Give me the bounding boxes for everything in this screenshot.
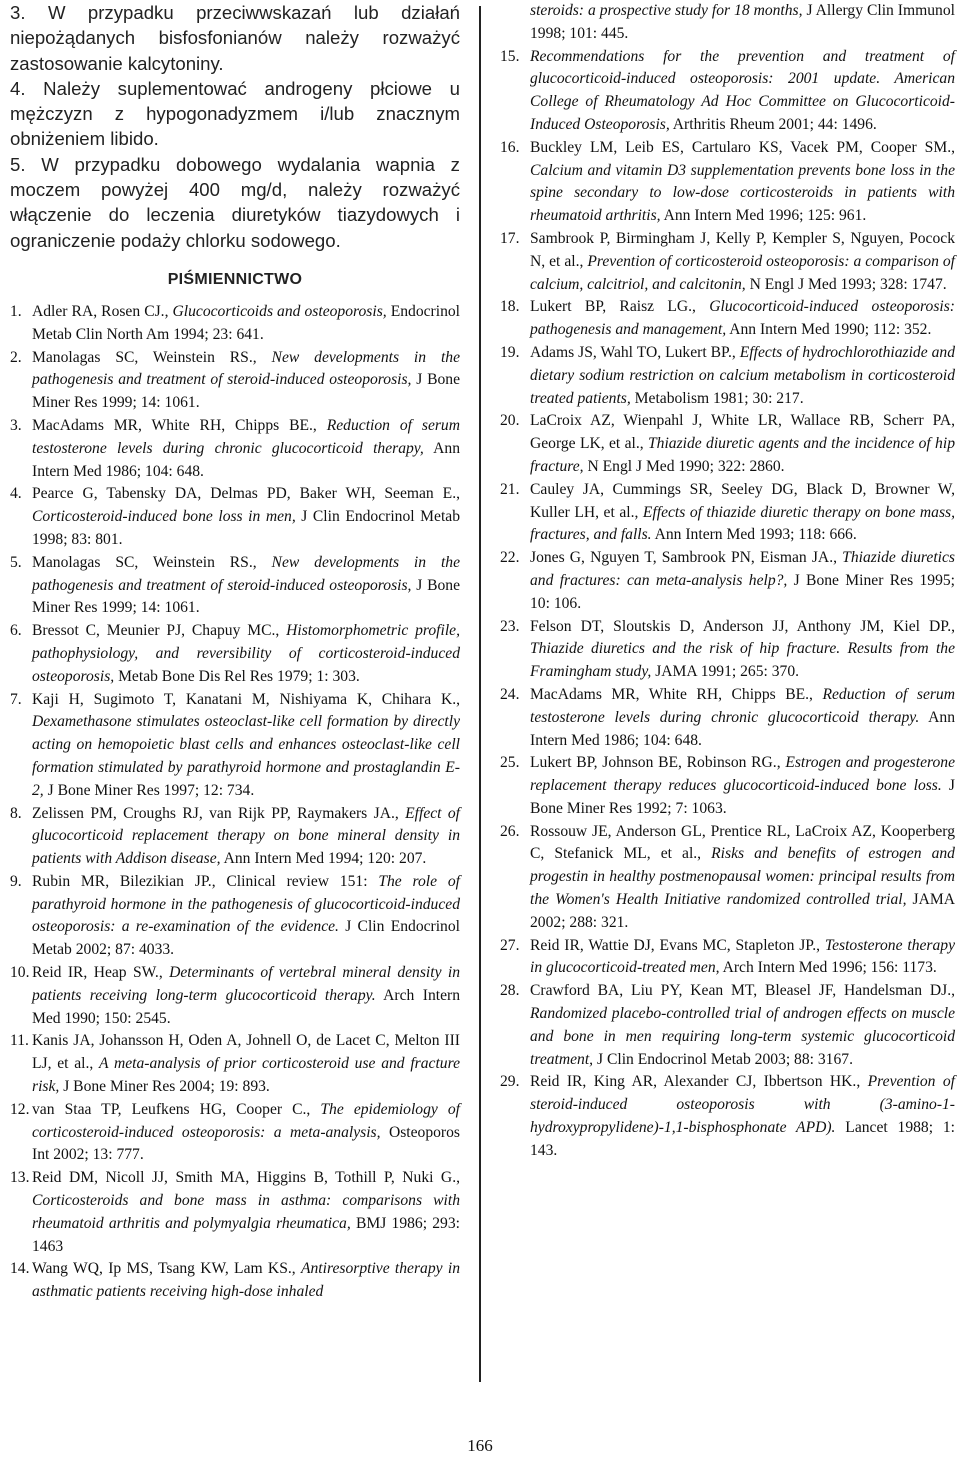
- reference-source: Metabolism 1981; 30: 217.: [630, 389, 804, 407]
- reference-authors: Sambrook P, Birmingham J, Kelly P, Kempler S, Nguyen, Pocock N, et al.,: [530, 229, 955, 270]
- reference-title: Effect of glucocorticoid replacement therapy on bone mineral density in patients with Addison disease,: [32, 804, 460, 868]
- reference-item: [500, 684, 955, 752]
- reference-authors: Bressot C, Meunier PJ, Chapuy MC.,: [32, 622, 287, 640]
- reference-item: [500, 821, 955, 935]
- reference-number: 14.: [10, 1260, 30, 1278]
- reference-title: Antiresorptive therapy in asthmatic patients receiving high-dose inhaled: [32, 1260, 461, 1301]
- reference-item: [10, 1258, 460, 1304]
- reference-title: Thiazide diuretics and fractures: can meta-analysis help?,: [530, 549, 955, 589]
- reference-authors: Lukert BP, Raisz LG.,: [530, 298, 710, 316]
- reference-title: Determinants of vertebral mineral density in patients receiving long-term glucocorticoid therapy.: [32, 964, 461, 1004]
- reference-number: 24.: [500, 685, 520, 703]
- references-list-right: [500, 0, 955, 1163]
- reference-number: 12.: [10, 1100, 30, 1118]
- reference-item: [500, 980, 955, 1071]
- reference-source: Endocrinol Metab Clin North Am 1994; 23: 641.: [32, 302, 461, 343]
- reference-title: Corticosteroid-induced bone loss in men,: [32, 508, 296, 526]
- reference-item: [10, 1099, 460, 1167]
- reference-number: 2.: [10, 348, 22, 366]
- reference-authors: Buckley LM, Leib ES, Cartularo KS, Vacek PM, Cooper SM.,: [530, 138, 955, 156]
- reference-title: A meta-analysis of prior corticosteroid use and fracture risk,: [32, 1055, 460, 1096]
- reference-item: [500, 228, 955, 296]
- reference-title: Histomorphometric profile, pathophysiology, and reversibility of corticosteroid-induced osteoporosis,: [32, 622, 460, 685]
- reference-authors: Rossouw JE, Anderson GL, Prentice RL, LaCroix AZ, Kooperberg C, Stefanick ML, et al.,: [530, 822, 955, 863]
- reference-authors: Pearce G, Tabensky DA, Delmas PD, Baker WH, Seeman E.,: [32, 485, 460, 503]
- reference-source: J Bone Miner Res 1999; 14: 1061.: [32, 371, 460, 412]
- reference-number: 20.: [500, 412, 520, 430]
- reference-title: Corticosteroids and bone mass in asthma: comparisons with rheumatoid arthritis and polymyalgia rheumatica,: [32, 1192, 460, 1232]
- reference-authors: Reid IR, King AR, Alexander CJ, Ibbertson HK.,: [530, 1073, 868, 1091]
- reference-authors: Reid DM, Nicoll JJ, Smith MA, Higgins B, Tothill P, Nuki G.,: [32, 1169, 460, 1187]
- reference-authors: Felson DT, Sloutskis D, Anderson JJ, Anthony JM, Kiel DP.,: [530, 617, 955, 635]
- reference-authors: MacAdams MR, White RH, Chipps BE.,: [32, 416, 327, 434]
- reference-title: The epidemiology of corticosteroid-induced osteoporosis: a meta-analysis,: [32, 1100, 461, 1141]
- reference-source: J Bone Miner Res 1997; 12: 734.: [43, 781, 255, 799]
- reference-authors: Rubin MR, Bilezikian JP., Clinical review 151:: [32, 872, 379, 890]
- reference-authors: Reid IR, Heap SW.,: [32, 964, 170, 982]
- reference-item: [10, 689, 460, 803]
- reference-item: [500, 752, 955, 820]
- reference-source: J Allergy Clin Immunol 1998; 101: 445.: [530, 2, 955, 42]
- reference-authors: Adams JS, Wahl TO, Lukert BP.,: [530, 343, 740, 361]
- reference-number: 27.: [500, 936, 520, 954]
- reference-number: 17.: [500, 229, 520, 247]
- reference-authors: Manolagas SC, Weinstein RS.,: [32, 348, 272, 366]
- reference-title: Glucocorticoid-induced osteoporosis: pathogenesis and management,: [530, 298, 955, 339]
- reference-item: [10, 301, 460, 347]
- reference-source: Arch Intern Med 1990; 150: 2545.: [32, 986, 460, 1027]
- reference-number: 19.: [500, 343, 520, 361]
- reference-source: J Bone Miner Res 1995; 10: 106.: [530, 571, 955, 612]
- reference-number: 1.: [10, 302, 22, 320]
- reference-number: 23.: [500, 617, 520, 635]
- left-column: [10, 0, 460, 1304]
- reference-authors: Lukert BP, Johnson BE, Robinson RG.,: [530, 754, 786, 772]
- reference-authors: van Staa TP, Leufkens HG, Cooper C.,: [32, 1100, 321, 1118]
- reference-source: N Engl J Med 1993; 328: 1747.: [745, 275, 947, 293]
- reference-title: Reduction of serum testosterone levels during chronic glucocorticoid therapy.: [530, 685, 955, 726]
- reference-title: Glucocorticoids and osteoporosis,: [172, 302, 387, 320]
- reference-title: Risks and benefits of estrogen and progestin in healthy postmenopausal women: principal results from the Women's Health Initiative randomized controlled trial,: [530, 845, 955, 909]
- reference-item: [500, 479, 955, 547]
- reference-number: 3.: [10, 416, 22, 434]
- reference-number: 11.: [10, 1032, 29, 1050]
- reference-number: 29.: [500, 1073, 520, 1091]
- reference-title: Thiazide diuretics and the risk of hip fracture. Results from the Framingham study,: [530, 640, 955, 681]
- reference-number: 25.: [500, 754, 520, 772]
- reference-source: J Bone Miner Res 1992; 7: 1063.: [530, 777, 956, 817]
- reference-number: 13.: [10, 1169, 30, 1187]
- reference-number: 22.: [500, 549, 520, 567]
- reference-item: [500, 342, 955, 410]
- reference-item: [10, 871, 460, 962]
- point-number: 3.: [10, 2, 26, 23]
- reference-item: [500, 616, 955, 684]
- reference-number: 16.: [500, 138, 520, 156]
- point-text: W przypadku przeciwwskazań lub działań niepożądanych bisfosfonianów należy rozważyć zastosowanie kalcytoniny.: [10, 2, 461, 74]
- reference-authors: Zelissen PM, Croughs RJ, van Rijk PP, Raymakers JA.,: [32, 804, 406, 822]
- reference-authors: LaCroix AZ, Wienpahl J, White LR, Wallace RB, Scherr PA, George LK, et al.,: [530, 412, 955, 453]
- reference-source: Lancet 1988; 1: 143.: [530, 1119, 955, 1159]
- reference-item: [10, 1167, 460, 1258]
- reference-source: Ann Intern Med 1994; 120: 207.: [220, 850, 427, 868]
- reference-authors: Cauley JA, Cummings SR, Seeley DG, Black D, Browner W, Kuller LH, et al.,: [530, 480, 955, 521]
- reference-item: [10, 962, 460, 1030]
- reference-number: 7.: [10, 690, 22, 708]
- reference-item: [10, 803, 460, 871]
- reference-source: J Clin Endocrinol Metab 1998; 83: 801.: [32, 508, 460, 548]
- right-column: [500, 0, 955, 1163]
- reference-item: [500, 296, 955, 342]
- reference-source: J Clin Endocrinol Metab 2002; 87: 4033.: [32, 918, 460, 959]
- point-text: Należy suplementować androgeny płciowe u mężczyzn z hypogonadyzmem i/lub znacznym obniżeniem libido.: [10, 77, 461, 150]
- point-number: 4.: [10, 77, 26, 99]
- reference-title: Effects of hydrochlorothiazide and dietary sodium restriction on calcium metabolism in corticosteroid treated patients,: [530, 343, 955, 407]
- reference-number: 4.: [10, 485, 22, 503]
- reference-title: Recommendations for the prevention and treatment of glucocorticoid-induced osteoporosis: 2001 update. American College of Rheumatology Ad Hoc Committee on Glucocorticoid-Induced Osteoporosis,: [530, 47, 955, 133]
- reference-authors: Wang WQ, Ip MS, Tsang KW, Lam KS.,: [32, 1260, 301, 1278]
- reference-title: Randomized placebo-controlled trial of androgen effects on muscle and bone in men requiring long-term systemic glucocorticoid treatment,: [530, 1005, 955, 1068]
- reference-item: [10, 347, 460, 415]
- reference-authors: Reid IR, Wattie DJ, Evans MC, Stapleton JP.,: [530, 936, 825, 954]
- reference-source: Ann Intern Med 1996; 125: 961.: [660, 207, 867, 225]
- reference-authors: MacAdams MR, White RH, Chipps BE.,: [530, 685, 823, 703]
- reference-authors: Adler RA, Rosen CJ.,: [32, 302, 173, 320]
- reference-title: Prevention of corticosteroid osteoporosis: a comparison of calcium, calcitriol, and calcitonin,: [530, 252, 955, 293]
- reference-item: [500, 547, 955, 615]
- reference-source: Ann Intern Med 1993; 118: 666.: [651, 526, 857, 544]
- reference-title: Testosterone therapy in glucocorticoid-treated men,: [530, 936, 955, 977]
- reference-item: [500, 137, 955, 228]
- references-heading: PIŚMIENNICTWO: [167, 270, 303, 288]
- reference-source: J Bone Miner Res 2004; 19: 893.: [59, 1078, 270, 1096]
- recommendation-point: [10, 76, 460, 152]
- reference-title: Dexamethasone stimulates osteoclast-like cell formation by directly acting on hemopoietic blast cells and enhances osteoclast-like cell formation stimulated by parathyroid hormone and prostaglandin E-2,: [32, 713, 460, 799]
- reference-title: Calcium and vitamin D3 supplementation prevents bone loss in the spine secondary to low-dose corticosteroids in patients with rheumatoid arthritis,: [530, 161, 955, 225]
- reference-title: Thiazide diuretic agents and the incidence of hip fracture,: [530, 435, 955, 475]
- reference-number: 26.: [500, 822, 520, 840]
- reference-source: Metab Bone Dis Rel Res 1979; 1: 303.: [114, 667, 360, 685]
- reference-title: New developments in the pathogenesis and treatment of steroid-induced osteoporosis,: [32, 348, 461, 389]
- reference-source: Ann Intern Med 1990; 112: 352.: [726, 321, 932, 339]
- reference-item: [500, 46, 955, 137]
- reference-item: [500, 410, 955, 478]
- reference-number: 5.: [10, 553, 22, 571]
- reference-source: Osteoporos Int 2002; 13: 777.: [32, 1123, 460, 1164]
- reference-number: 28.: [500, 982, 520, 1000]
- recommendation-point: [10, 152, 460, 253]
- recommendation-points: [10, 0, 460, 253]
- point-text: W przypadku dobowego wydalania wapnia z moczem powyżej 400 mg/d, należy rozważyć włączenie do leczenia diuretyków tiazydowych i ograniczenie podaży chlorku sodowego.: [10, 153, 460, 251]
- reference-title: Estrogen and progesterone replacement therapy reduces glucocorticoid-induced bone loss.: [530, 754, 955, 795]
- page-number: 166: [467, 1436, 493, 1455]
- reference-item: [10, 415, 460, 483]
- reference-item: [500, 0, 955, 46]
- reference-title: New developments in the pathogenesis and treatment of steroid-induced osteoporosis,: [32, 553, 461, 594]
- reference-authors: Crawford BA, Liu PY, Kean MT, Bleasel JF, Handelsman DJ.,: [530, 982, 955, 1000]
- reference-source: J Bone Miner Res 1999; 14: 1061.: [32, 576, 460, 617]
- reference-source: J Clin Endocrinol Metab 2003; 88: 3167.: [593, 1050, 853, 1068]
- reference-authors: Manolagas SC, Weinstein RS.,: [32, 553, 272, 571]
- reference-authors: Kaji H, Sugimoto T, Kanatani M, Nishiyama K, Chihara K.,: [32, 690, 460, 708]
- reference-source: BMJ 1986; 293: 1463: [32, 1214, 460, 1255]
- reference-item: [500, 1071, 955, 1162]
- reference-source: Arthritis Rheum 2001; 44: 1496.: [669, 115, 877, 133]
- references-list-left: [10, 301, 460, 1304]
- reference-number: 10.: [10, 964, 30, 982]
- reference-number: 9.: [10, 872, 22, 890]
- reference-item: [10, 1030, 460, 1098]
- reference-source: Ann Intern Med 1986; 104: 648.: [530, 708, 955, 749]
- reference-number: 21.: [500, 480, 520, 498]
- recommendation-point: [10, 0, 460, 76]
- column-divider: [479, 6, 481, 1382]
- reference-number: 8.: [10, 804, 22, 822]
- reference-source: JAMA 2002; 288: 321.: [530, 891, 956, 931]
- point-number: 5.: [10, 153, 26, 175]
- reference-number: 15.: [500, 47, 520, 65]
- reference-authors: Jones G, Nguyen T, Sambrook PN, Eisman JA.,: [530, 549, 843, 567]
- reference-item: [10, 483, 460, 551]
- reference-title: Reduction of serum testosterone levels during chronic glucocorticoid therapy,: [32, 416, 460, 457]
- reference-title: Effects of thiazide diuretic therapy on bone mass, fractures, and falls.: [530, 503, 955, 544]
- reference-item: [10, 620, 460, 688]
- reference-source: Ann Intern Med 1986; 104: 648.: [32, 439, 460, 480]
- reference-authors: Kanis JA, Johansson H, Oden A, Johnell O, de Lacet C, Melton III LJ, et al.,: [32, 1032, 460, 1073]
- reference-number: 6.: [10, 622, 22, 640]
- reference-item: [10, 552, 460, 620]
- reference-source: N Engl J Med 1990; 322: 2860.: [583, 457, 785, 475]
- reference-source: Arch Intern Med 1996; 156: 1173.: [719, 959, 937, 977]
- reference-item: [500, 935, 955, 981]
- reference-source: JAMA 1991; 265: 370.: [651, 663, 800, 681]
- reference-title: Prevention of steroid-induced osteoporosis with (3-amino-1-hydroxypropylidene)-1,1-bisphosphonate APD).: [530, 1073, 955, 1137]
- reference-title: The role of parathyroid hormone in the pathogenesis of glucocorticoid-induced osteoporosis: a re-examination of the evidence.: [32, 872, 460, 936]
- reference-title: steroids: a prospective study for 18 months,: [530, 2, 803, 19]
- reference-number: 18.: [500, 298, 520, 316]
